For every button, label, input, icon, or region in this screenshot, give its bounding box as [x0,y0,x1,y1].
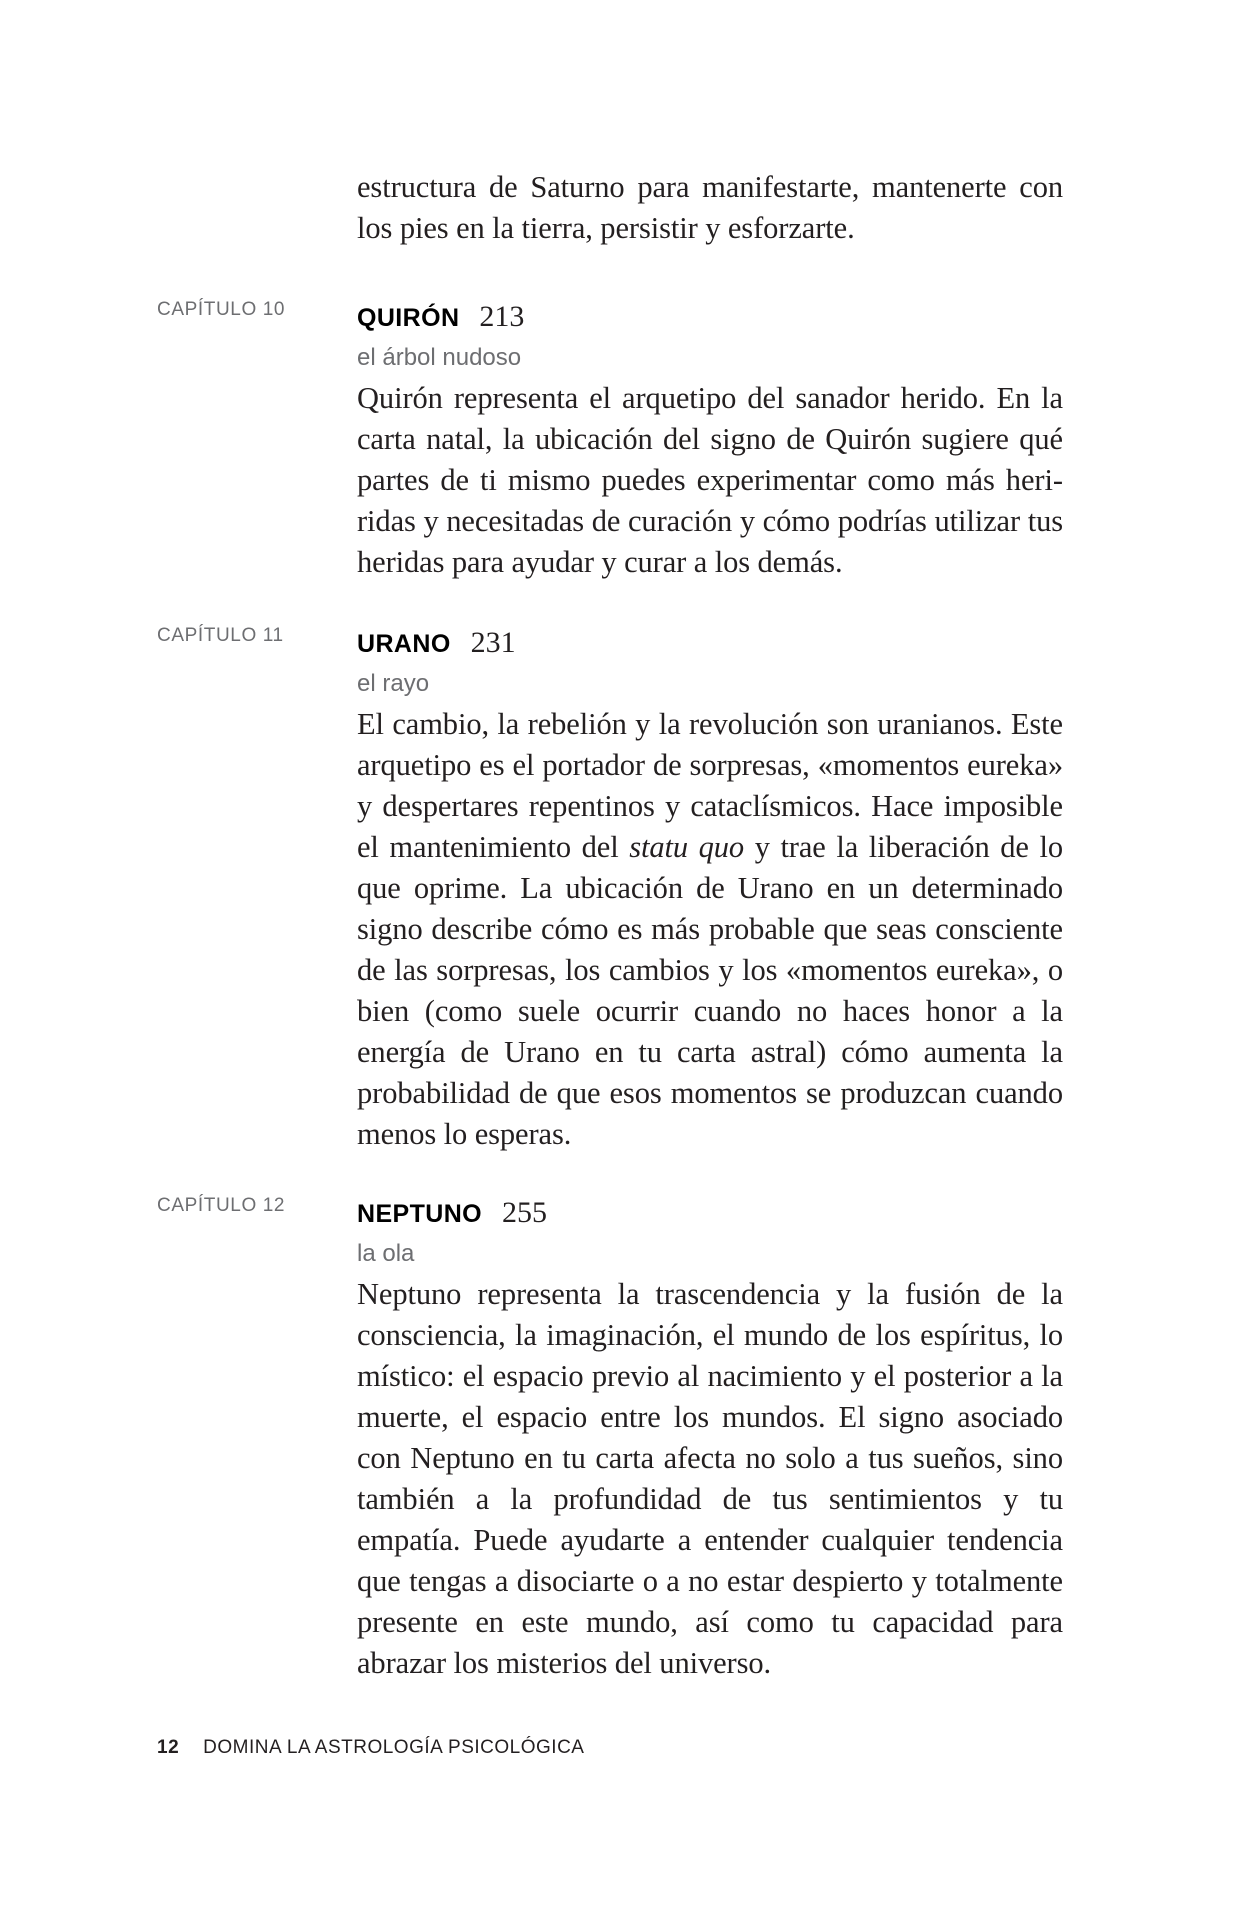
intro-paragraph: estructura de Saturno para manifestarte, mantenerte con los pies en la tierra, persistir y esforzarte. [357,170,1063,245]
chapter-description: Quirón representa el arquetipo del sanador herido. En la carta natal, la ubicación del signo de Quirón sugiere qué partes de ti mismo puedes experimentar como más heriridas y necesitadas de curación y cómo podrías utilizar tus heridas para ayudar y curar a los demás. [357,381,1063,579]
chapter-heading [357,296,1063,337]
chapter-body [357,1192,1063,1684]
chapter-subtitle: el árbol nudoso [357,344,522,371]
chapter-label: CAPÍTULO 10 [157,299,286,320]
chapter-page-number: 255 [502,1196,548,1229]
chapter-body [357,296,1063,583]
description-text: El cambio, la rebelión y la revolución son uranianos. Este arquetipo es el portador de sorpresas, «momentos eureka» y despertares repentinos y cataclísmicos. Hace imposible el mantenimiento del [357,707,1063,864]
chapter-body [357,622,1063,1155]
chapter-description: Neptuno representa la trascendencia y la fusión de la consciencia, la imaginación, el mundo de los espíritus, lo místico: el espacio previo al nacimiento y el posterior a la muerte, el espacio entre los mundos. El signo asociado con Neptuno en tu carta afecta no solo a tus sueños, sino también a la profundidad de tus sentimientos y tu empatía. Puede ayudarte a entender cualquier tendencia que tengas a disociarte o a no estar despierto y totalmente presente en este mundo, así como tu capacidad para abrazar los misterios del universo. [357,1277,1063,1680]
planet-name: QUIRÓN [357,304,460,332]
chapter-heading [357,622,1063,663]
page-footer [157,1737,584,1759]
chapter-heading [357,1192,1063,1233]
planet-name: NEPTUNO [357,1200,483,1228]
chapter-description [357,704,1063,1155]
chapter-label: CAPÍTULO 11 [157,625,284,646]
footer-page-number: 12 [157,1737,180,1758]
footer-book-title: DOMINA LA ASTROLOGÍA PSICOLÓGICA [203,1737,585,1758]
description-text: y trae la liberación de lo que oprime. La ubicación de Urano en un determinado signo describe cómo es más probable que seas consciente de las sorpresas, los cambios y los «momentos eureka», o bien (como suele ocurrir cuando no haces honor a la energía de Urano en tu carta astral) cómo aumenta la probabilidad de que esos momentos se produzcan cuando menos lo esperas. [357,830,1063,1151]
chapter-subtitle: la ola [357,1240,415,1267]
chapter-page-number: 231 [470,626,516,659]
intro-paragraph-block [357,167,1063,249]
planet-name: URANO [357,630,451,658]
chapter-page-number: 213 [479,300,525,333]
italic-term: statu quo [629,830,745,864]
chapter-label: CAPÍTULO 12 [157,1195,286,1216]
chapter-subtitle: el rayo [357,670,430,697]
